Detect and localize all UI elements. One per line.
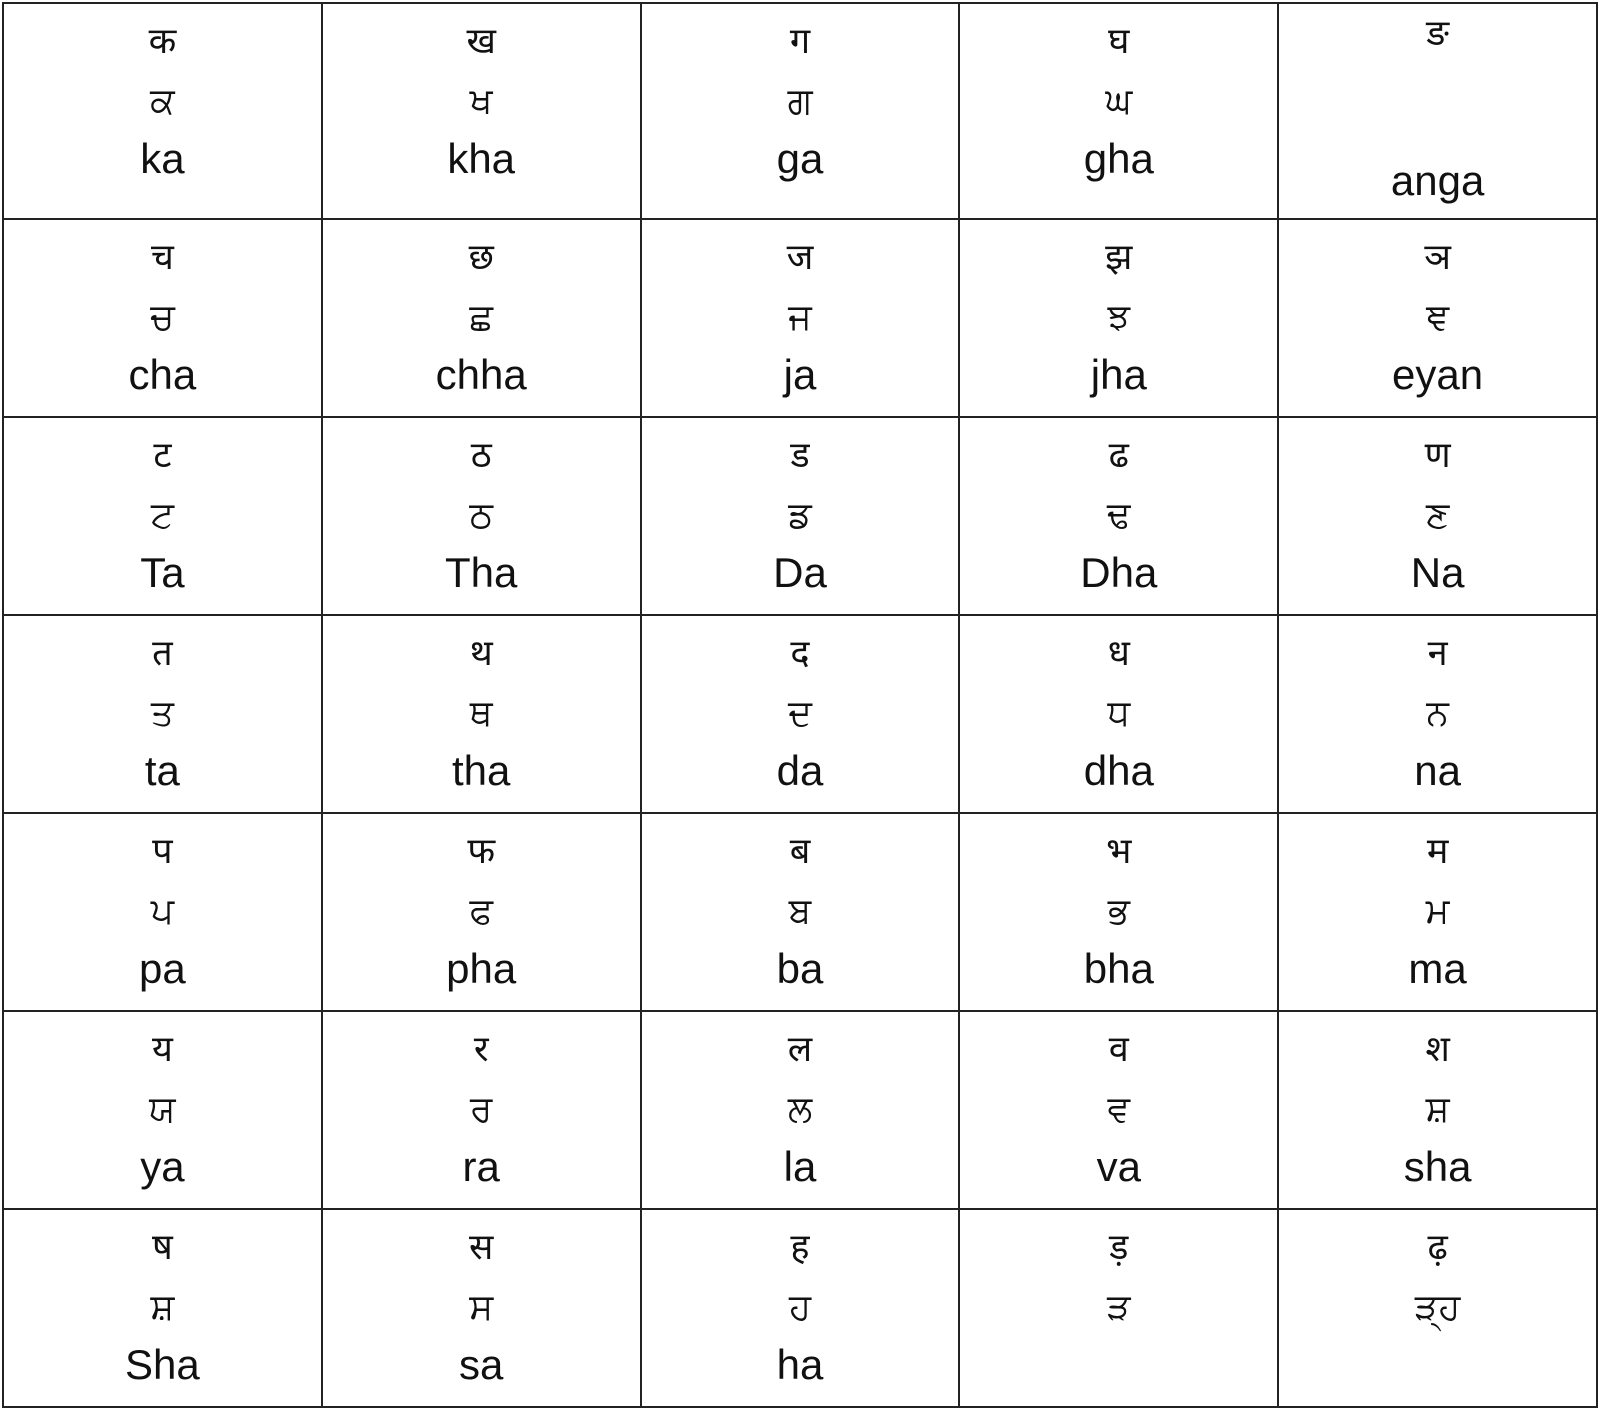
gurmukhi-letter: ਣ [1425,495,1450,536]
letter-cell [322,417,641,615]
gurmukhi-letter: ਜ [788,297,812,338]
letter-cell [1278,3,1597,219]
devanagari-letter: ध [1107,633,1130,674]
romanization: ya [140,1143,185,1190]
romanization: kha [447,135,516,182]
letter-cell [959,1011,1278,1209]
table-row [3,813,1597,1011]
letter-cell [641,417,960,615]
devanagari-letter: ड [790,435,810,476]
gurmukhi-letter: ਨ [1426,693,1449,734]
letter-cell [322,615,641,813]
gurmukhi-letter: ਡ [788,495,812,536]
gurmukhi-letter: ਫ [469,891,493,932]
devanagari-letter: न [1427,633,1448,674]
devanagari-letter: ष [151,1227,173,1268]
gurmukhi-letter: ਸ਼ [1425,1089,1450,1130]
romanization: Tha [445,549,518,596]
romanization: eyan [1392,351,1484,398]
gurmukhi-letter: ਰ [470,1089,493,1130]
romanization: ra [462,1143,500,1190]
gurmukhi-letter: ਯ [149,1089,176,1130]
letter-cell [959,219,1278,417]
romanization: va [1096,1143,1141,1190]
devanagari-letter: य [151,1029,173,1070]
gurmukhi-letter: ਮ [1425,891,1450,932]
romanization: la [783,1143,817,1190]
letter-cell [1278,417,1597,615]
gurmukhi-letter: ੜ੍ਹ [1414,1287,1461,1328]
gurmukhi-letter: ਗ [787,81,813,122]
romanization: tha [452,747,511,794]
devanagari-letter: ञ [1424,237,1451,278]
table-row [3,1011,1597,1209]
letter-cell [3,1209,322,1407]
letter-cell [322,1209,641,1407]
gurmukhi-letter: ਝ [1107,297,1131,338]
devanagari-letter: श [1425,1029,1450,1070]
devanagari-letter: भ [1106,831,1132,872]
devanagari-letter: द [790,633,810,674]
romanization: sha [1403,1143,1472,1190]
devanagari-letter: ख [466,21,496,62]
devanagari-letter: त [152,633,173,674]
romanization: ma [1408,945,1467,992]
letter-cell [641,1011,960,1209]
table-row [3,615,1597,813]
devanagari-letter: झ [1105,237,1133,278]
letter-cell [641,219,960,417]
letter-cell [959,615,1278,813]
table-row [3,3,1597,219]
letter-cell [959,3,1278,219]
devanagari-letter: घ [1108,21,1130,62]
gurmukhi-letter: ਲ [787,1089,813,1130]
devanagari-letter: फ [467,831,496,872]
romanization: ga [776,135,824,182]
devanagari-letter: ढ़ [1427,1227,1448,1268]
devanagari-letter: ट [153,435,172,476]
devanagari-letter: ल [787,1029,813,1070]
devanagari-letter: च [150,237,174,278]
gurmukhi-letter: ਭ [1107,891,1130,932]
romanization: anga [1390,157,1485,204]
devanagari-letter: स [469,1227,494,1268]
letter-cell [3,1011,322,1209]
gurmukhi-letter: ਟ [150,495,174,536]
romanization: Dha [1080,549,1158,596]
romanization: Sha [125,1341,200,1388]
devanagari-letter: ढ [1108,435,1129,476]
letter-cell [1278,1011,1597,1209]
letter-cell [322,219,641,417]
devanagari-letter: म [1426,831,1449,872]
gurmukhi-letter: ਤ [150,693,174,734]
devanagari-letter: ज [786,237,814,278]
letter-cell [3,615,322,813]
devanagari-letter: ण [1424,435,1451,476]
romanization: ja [783,351,817,398]
letter-cell [641,1209,960,1407]
romanization: ba [776,945,824,992]
letter-cell [1278,615,1597,813]
letter-cell [322,3,641,219]
romanization: pha [446,945,517,992]
gurmukhi-letter: ਘ [1105,81,1133,122]
table-row [3,1209,1597,1407]
gurmukhi-letter: ਧ [1107,693,1131,734]
devanagari-letter: प [152,831,173,872]
gurmukhi-letter: ਞ [1426,297,1450,338]
gurmukhi-letter: ਦ [788,693,812,734]
romanization: Na [1410,549,1465,596]
gurmukhi-letter: ਹ [788,1287,812,1328]
gurmukhi-letter: ਥ [469,693,493,734]
letter-cell [1278,813,1597,1011]
devanagari-letter: ग [789,21,811,62]
romanization: pa [139,945,186,992]
letter-cell [3,417,322,615]
romanization: Da [773,549,827,596]
gurmukhi-letter: ਢ [1107,495,1131,536]
letter-cell [959,1209,1278,1407]
gurmukhi-letter: ਛ [469,297,493,338]
romanization: sa [459,1341,504,1388]
gurmukhi-letter: ਪ [150,891,175,932]
romanization: da [776,747,824,794]
gurmukhi-letter: ਕ [150,81,175,122]
letter-cell [641,615,960,813]
romanization: ta [144,747,180,794]
letter-cell [641,813,960,1011]
devanagari-letter: ब [789,831,811,872]
letter-cell [959,417,1278,615]
letter-cell [3,813,322,1011]
letter-cell [322,813,641,1011]
letter-cell [1278,1209,1597,1407]
gurmukhi-letter: ਸ [469,1287,494,1328]
devanagari-letter: ङ [1426,13,1450,54]
devanagari-letter: ड़ [1109,1227,1129,1268]
romanization: gha [1083,135,1154,182]
gurmukhi-letter: ੜ [1107,1287,1131,1328]
devanagari-letter: क [148,21,177,62]
consonant-table [2,2,1598,1408]
devanagari-letter: थ [469,633,493,674]
table-row [3,417,1597,615]
romanization: Ta [140,549,185,596]
devanagari-letter: र [473,1029,489,1070]
gurmukhi-letter: ਚ [150,297,175,338]
table-row [3,219,1597,417]
gurmukhi-letter: ਖ [469,81,493,122]
romanization: cha [128,351,197,398]
romanization: na [1414,747,1461,794]
letter-cell [3,3,322,219]
devanagari-letter: ठ [470,435,492,476]
romanization: bha [1083,945,1154,992]
romanization: jha [1090,351,1147,398]
romanization: ha [776,1341,824,1388]
romanization: dha [1083,747,1154,794]
gurmukhi-letter: ਬ [788,891,812,932]
letter-cell [959,813,1278,1011]
romanization: chha [435,351,527,398]
devanagari-letter: ह [790,1227,810,1268]
letter-cell [641,3,960,219]
letter-cell [3,219,322,417]
letter-cell [1278,219,1597,417]
romanization: ka [140,135,185,182]
gurmukhi-letter: ਸ਼ [150,1287,175,1328]
gurmukhi-letter: ਵ [1107,1089,1131,1130]
letter-cell [322,1011,641,1209]
gurmukhi-letter: ਠ [469,495,494,536]
devanagari-letter: व [1108,1029,1129,1070]
devanagari-letter: छ [468,237,494,278]
